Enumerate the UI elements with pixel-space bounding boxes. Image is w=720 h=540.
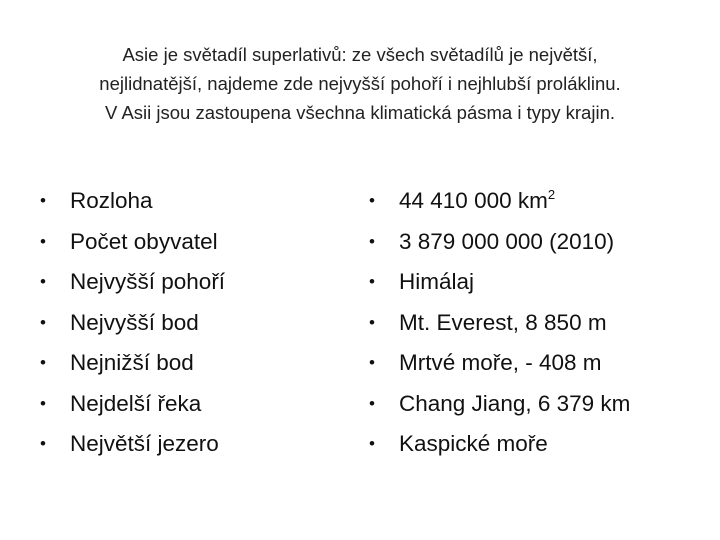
bullet-icon: • [40, 312, 46, 332]
label-text: Nejdelší řeka [70, 390, 202, 416]
list-item-label [40, 222, 340, 263]
bullet-icon: • [369, 272, 375, 291]
list-item-label [40, 424, 340, 465]
value-text-lowest: Mrtvé moře, - 408 m [399, 350, 602, 375]
list-item-value [369, 181, 699, 222]
bullet-icon: • [40, 434, 46, 453]
list-item-label [40, 343, 340, 384]
values-list [369, 181, 699, 465]
bullet-icon: • [369, 434, 375, 453]
bullet-icon: • [40, 393, 46, 413]
list-item-value [369, 343, 699, 384]
bullet-icon: • [40, 353, 46, 372]
list-item-label [40, 303, 340, 344]
intro-line: V Asii jsou zastoupena všechna klimatická pásma i typy krajin. [104, 102, 615, 123]
label-text: Nejnižší bod [70, 350, 194, 375]
labels-list [40, 181, 340, 465]
label-text: Největší jezero [70, 431, 219, 456]
bullet-icon: • [40, 191, 46, 210]
bullet-icon: • [369, 312, 375, 332]
list-item-value [369, 303, 699, 344]
bullet-icon: • [369, 393, 375, 413]
label-text: Nejvyšší pohoří [70, 269, 226, 294]
bullet-icon: • [369, 353, 375, 372]
intro-paragraph [30, 40, 690, 127]
value-text-range: Himálaj [399, 269, 475, 294]
value-text-highest: Mt. Everest, 8 850 m [399, 309, 607, 335]
bullet-icon: • [369, 191, 375, 210]
list-item-value [369, 384, 699, 425]
list-item-label [40, 181, 340, 222]
value-text-river: Chang Jiang, 6 379 km [399, 390, 631, 416]
label-text: Počet obyvatel [70, 228, 218, 254]
value-text-area [399, 181, 555, 222]
label-text: Rozloha [70, 188, 153, 213]
area-exponent: 2 [547, 187, 556, 202]
area-value: 44 410 000 km [399, 188, 548, 213]
list-item-value [369, 262, 699, 303]
intro-line: nejlidnatější, najdeme zde nejvyšší pohoří i nejhlubší proláklinu. [99, 73, 621, 94]
bullet-icon: • [369, 231, 375, 251]
bullet-icon: • [40, 231, 46, 251]
list-item-value [369, 424, 699, 465]
list-item-label [40, 262, 340, 303]
label-text: Nejvyšší bod [70, 309, 199, 335]
bullet-icon: • [40, 272, 46, 291]
intro-line: Asie je světadíl superlativů: ze všech světadílů je největší, [122, 44, 598, 65]
value-text-lake: Kaspické moře [399, 431, 548, 456]
list-item-label [40, 384, 340, 425]
value-text-population: 3 879 000 000 (2010) [399, 228, 615, 254]
list-item-value [369, 222, 699, 263]
